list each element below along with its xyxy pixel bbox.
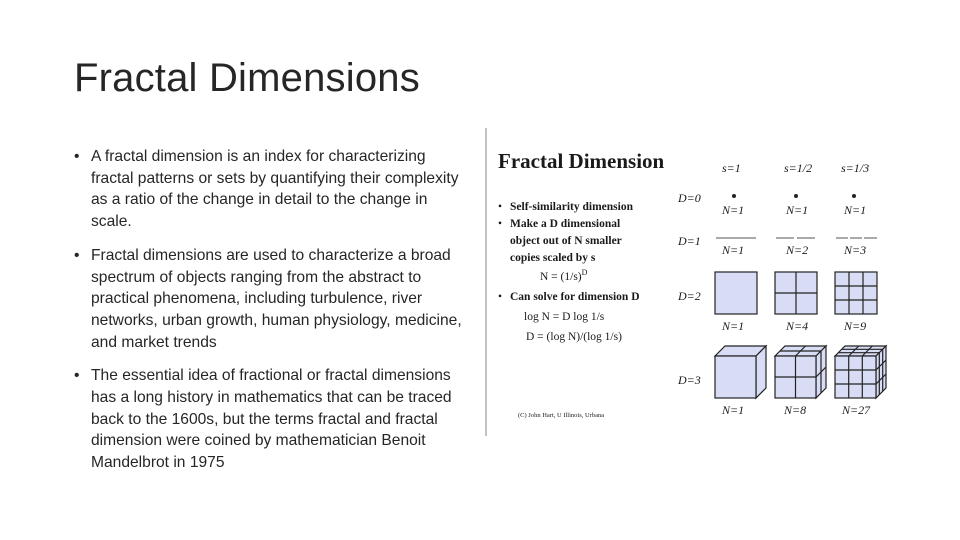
bullet-text: Fractal dimensions are used to characterize a broad spectrum of objects ranging from the abstract to practical phenomena, including turbulence, river networks, urban growth, human physiology, medicine, and market trends <box>91 246 462 351</box>
row-d3-cubes <box>715 346 886 398</box>
bullet-dot: • <box>74 367 80 385</box>
count-r0-c1: N=1 <box>786 203 809 217</box>
cube-front <box>835 356 876 398</box>
count-r1-c1: N=2 <box>786 243 809 257</box>
note-bullet: • <box>498 218 503 230</box>
note-self-similarity: Self-similarity dimension <box>510 201 633 213</box>
scale-header-2: s=1/2 <box>784 161 813 175</box>
count-r3-c2: N=27 <box>842 403 871 417</box>
count-r3-c1: N=8 <box>784 403 807 417</box>
dim-label-3: D=3 <box>678 373 701 387</box>
figure-notes <box>498 201 640 343</box>
cube-front <box>715 356 756 398</box>
scale-headers <box>722 161 869 175</box>
count-r2-c0: N=1 <box>722 319 745 333</box>
bullet-text: A fractal dimension is an index for characterizing fractal patterns or sets by quantifying their complexity as a ratio of the change in detail to the change in scale. <box>91 148 459 231</box>
note-formula-exponent: D <box>581 268 588 277</box>
count-r3-c0: N=1 <box>722 403 745 417</box>
slide-title: Fractal Dimensions <box>74 56 420 100</box>
figure-credit: (C) John Hart, U Illinois, Urbana <box>518 412 605 419</box>
note-solve: Can solve for dimension D <box>510 291 640 303</box>
cube-mark <box>775 346 826 398</box>
note-make-d: Make a D dimensional <box>510 218 621 230</box>
cube-mark <box>715 346 766 398</box>
bullet-item <box>74 146 466 233</box>
point-mark <box>732 194 736 198</box>
count-r1-c2: N=3 <box>844 243 867 257</box>
count-r0-c2: N=1 <box>844 203 867 217</box>
dimension-labels <box>677 191 701 387</box>
point-mark <box>852 194 856 198</box>
note-formula-base: N = (1/s) <box>540 271 582 283</box>
figure-svg <box>484 128 894 440</box>
bullet-dot: • <box>74 246 80 264</box>
bullet-text: The essential idea of fractional or fractal dimensions has a long history in mathematics that can be traced back to the 1600s, but the terms fractal and fractal dimension were coined by mathematician Benoit Mandelbrot in 1975 <box>91 367 452 472</box>
figure-title: Fractal Dimension <box>498 149 665 173</box>
bullet-dot: • <box>74 148 80 165</box>
scale-header-3: s=1/3 <box>841 161 870 175</box>
note-formula <box>540 268 588 283</box>
dim-label-1: D=1 <box>678 234 701 248</box>
note-log-eq: log N = D log 1/s <box>524 311 605 323</box>
point-mark <box>794 194 798 198</box>
note-bullet: • <box>498 201 503 213</box>
bullet-item <box>74 245 466 354</box>
scale-header-1: s=1 <box>722 161 741 175</box>
bullet-item <box>74 365 466 474</box>
square-mark <box>715 272 757 314</box>
dim-label-0: D=0 <box>678 191 701 205</box>
note-object-out: object out of N smaller <box>510 235 622 247</box>
row-d2-squares <box>715 272 877 314</box>
count-r0-c0: N=1 <box>722 203 745 217</box>
bullet-list <box>74 146 466 486</box>
note-bullet: • <box>498 291 503 303</box>
row-d0-points <box>732 194 856 198</box>
cube-mark <box>835 346 886 398</box>
note-d-eq: D = (log N)/(log 1/s) <box>526 331 622 343</box>
note-copies-scaled: copies scaled by s <box>510 252 596 264</box>
cube-side <box>756 346 766 398</box>
count-r1-c0: N=1 <box>722 243 745 257</box>
cube-side <box>876 346 886 398</box>
fractal-dimension-figure <box>484 128 894 440</box>
square-mark <box>835 272 877 314</box>
dim-label-2: D=2 <box>678 289 701 303</box>
count-r2-c2: N=9 <box>844 319 867 333</box>
count-r2-c1: N=4 <box>786 319 809 333</box>
